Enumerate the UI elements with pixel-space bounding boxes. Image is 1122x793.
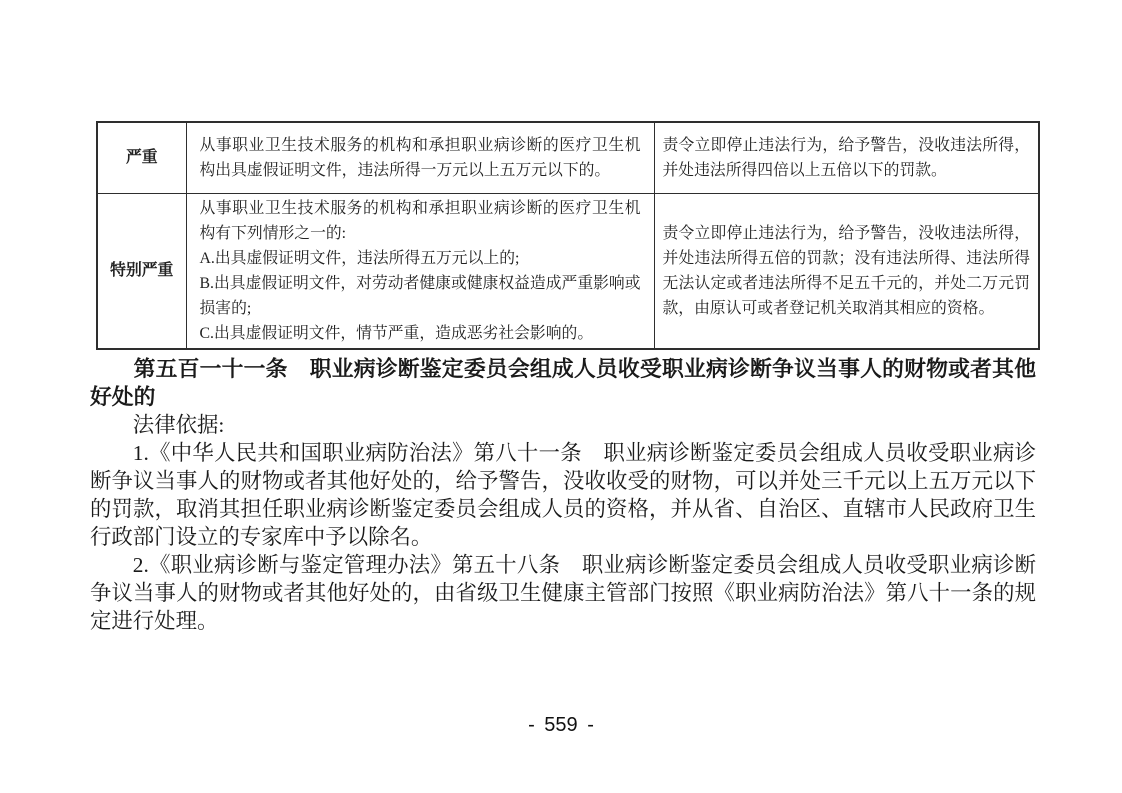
table-row [97,193,1039,349]
table-row [97,122,1039,193]
article-heading: 第五百一十一条 职业病诊断鉴定委员会组成人员收受职业病诊断争议当事人的财物或者其他好处的 [90,356,1036,409]
conduct-intro: 从事职业卫生技术服务的机构和承担职业病诊断的医疗卫生机构有下列情形之一的: [199,199,641,242]
penalty-cell [654,193,1039,349]
severity-label: 特别严重 [110,262,174,279]
penalty-text: 责令立即停止违法行为，给予警告，没收违法所得，并处违法所得五倍的罚款；没有违法所得、违法所得无法认定或者违法所得不足五千元的，并处二万元罚款，由原认可或者登记机关取消其相应的资格。 [662,224,1030,317]
conduct-item-a: A.出具虚假证明文件，违法所得五万元以上的; [199,249,520,267]
penalty-text: 责令立即停止违法行为，给予警告，没收违法所得，并处违法所得四倍以上五倍以下的罚款。 [662,136,1030,179]
conduct-cell [186,193,654,349]
legal-basis-item-2: 2.《职业病诊断与鉴定管理办法》第五十八条 职业病诊断鉴定委员会组成人员收受职业病诊断争议当事人的财物或者其他好处的，由省级卫生健康主管部门按照《职业病防治法》第八十一条的规定进行处理。 [90,552,1036,633]
severity-label: 严重 [125,149,158,167]
severity-level-cell [97,193,186,349]
conduct-item-b: B.出具虚假证明文件，对劳动者健康或健康权益造成严重影响或损害的; [199,274,641,317]
legal-basis-label: 法律依据: [132,412,225,437]
page-number: - 559 - [528,714,594,736]
severity-level-cell [97,122,186,193]
conduct-text: 从事职业卫生技术服务的机构和承担职业病诊断的医疗卫生机构出具虚假证明文件，违法所得一万元以上五万元以下的。 [199,136,641,179]
conduct-cell [186,122,654,193]
penalty-cell [654,122,1039,193]
severity-penalty-table [96,121,1040,350]
conduct-item-c: C.出具虚假证明文件，情节严重，造成恶劣社会影响的。 [199,324,594,342]
page-content [90,0,1036,635]
legal-basis-item-1: 1.《中华人民共和国职业病防治法》第八十一条 职业病诊断鉴定委员会组成人员收受职业病诊断争议当事人的财物或者其他好处的，给予警告，没收收受的财物，可以并处三千元以上五万元以下的罚款，取消其担任职业病诊断鉴定委员会组成人员的资格，并从省、自治区、直辖市人民政府卫生行政部门设立的专家库中予以除名。 [90,440,1036,549]
